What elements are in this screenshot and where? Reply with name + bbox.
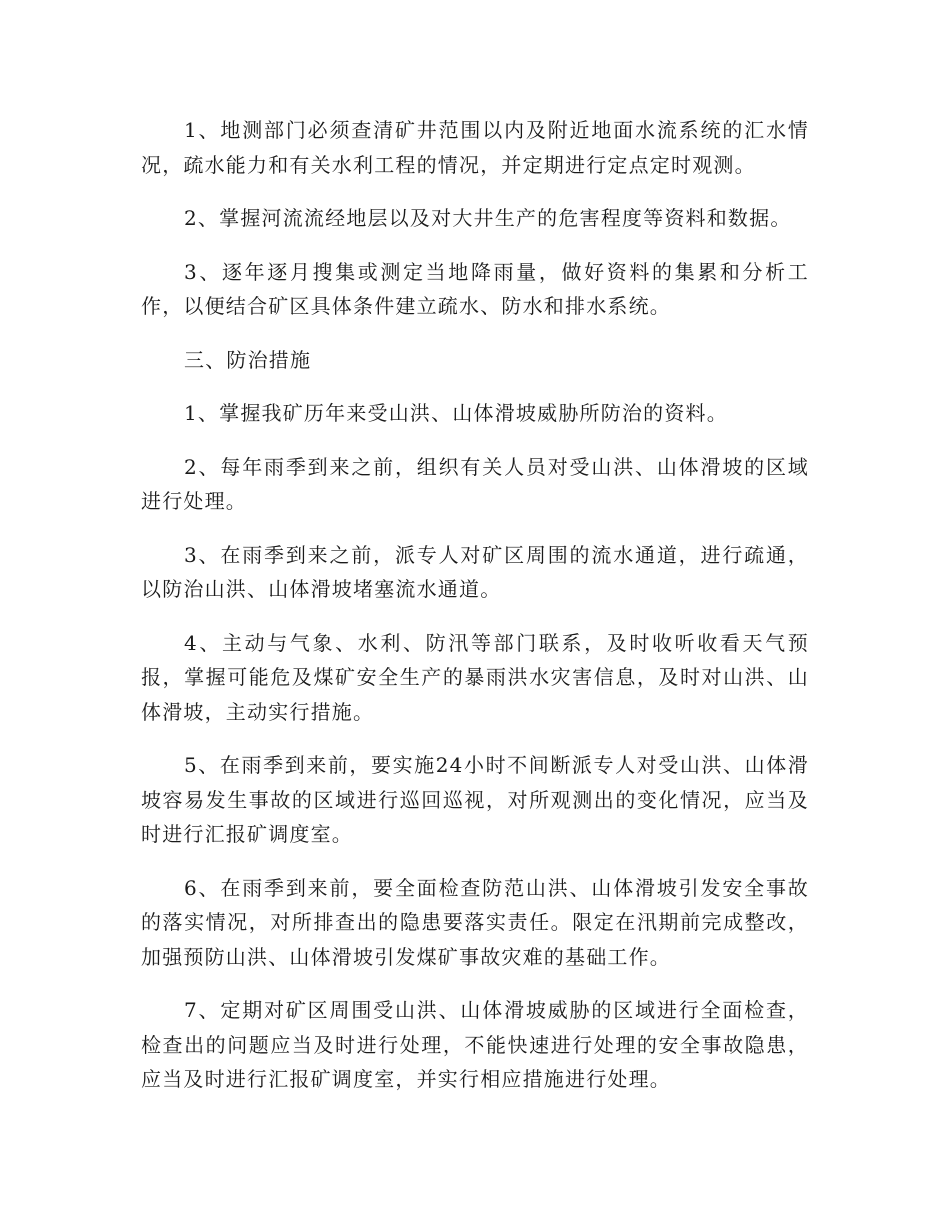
document-body — [141, 113, 809, 1116]
paragraph-7: 4、主动与气象、水利、防汛等部门联系，及时收听收看天气预报，掌握可能危及煤矿安全生产的暴雨洪水灾害信息，及时对山洪、山体滑坡，主动实行措施。 — [141, 630, 809, 724]
paragraph-1: 1、地测部门必须查清矿井范围以内及附近地面水流系统的汇水情况，疏水能力和有关水利工程的情况，并定期进行定点定时观测。 — [141, 118, 809, 177]
paragraph-9: 6、在雨季到来前，要全面检查防范山洪、山体滑坡引发安全事故的落实情况，对所排查出的隐患要落实责任。限定在汛期前完成整改，加强预防山洪、山体滑坡引发煤矿事故灾难的基础工作。 — [141, 875, 809, 969]
paragraph-5: 2、每年雨季到来之前，组织有关人员对受山洪、山体滑坡的区域进行处理。 — [141, 454, 809, 513]
paragraph-4: 1、掌握我矿历年来受山洪、山体滑坡威胁所防治的资料。 — [184, 401, 728, 425]
paragraph-8: 5、在雨季到来前，要实施24小时不间断派专人对受山洪、山体滑坡容易发生事故的区域进行巡回巡视，对所观测出的变化情况，应当及时进行汇报矿调度室。 — [141, 753, 809, 846]
section-heading: 三、防治措施 — [184, 347, 312, 372]
paragraph-10: 7、定期对矿区周围受山洪、山体滑坡威胁的区域进行全面检查，检查出的问题应当及时进行处理，不能快速进行处理的安全事故隐患，应当及时进行汇报矿调度室，并实行相应措施进行处理。 — [141, 998, 809, 1091]
paragraph-6: 3、在雨季到来之前，派专人对矿区周围的流水通道，进行疏通，以防治山洪、山体滑坡堵塞流水通道。 — [141, 542, 809, 601]
paragraph-2: 2、掌握河流流经地层以及对大井生产的危害程度等资料和数据。 — [184, 206, 792, 230]
paragraph-3: 3、逐年逐月搜集或测定当地降雨量，做好资料的集累和分析工作，以便结合矿区具体条件建立疏水、防水和排水系统。 — [141, 259, 809, 318]
